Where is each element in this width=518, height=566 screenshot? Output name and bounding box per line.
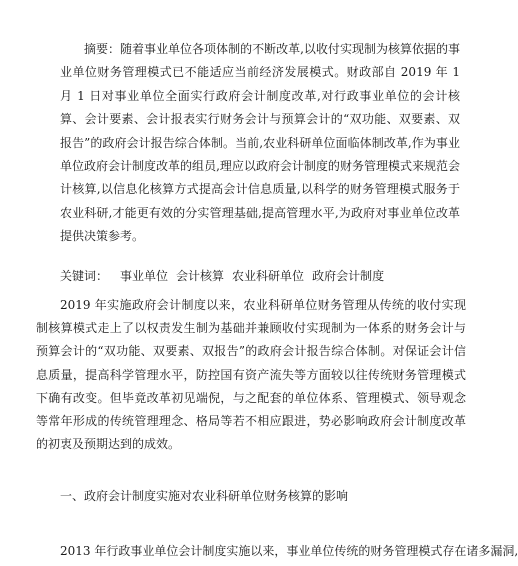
keyword-item: 会计核算 <box>176 269 225 283</box>
section-paragraph: 2013 年行政事业单位会计制度实施以来，事业单位传统的财务管理模式存在诸多漏洞, <box>60 544 518 558</box>
keyword-item: 事业单位 <box>120 269 169 283</box>
keyword-item: 政府会计制度 <box>312 269 385 283</box>
keywords-label: 关键词： <box>60 269 109 283</box>
keyword-item: 农业科研单位 <box>232 269 305 283</box>
keywords-line <box>60 266 460 286</box>
section-heading: 一、政府会计制度实施对农业科研单位财务核算的影响 <box>60 489 349 503</box>
abstract-paragraph: 摘要：随着事业单位各项体制的不断改革,以收付实现制为核算依据的事业单位财务管理模式已不能适应当前经济发展模式。财政部自 2019 年 1 月 1 日对事业单位全面实行政府会计制度改革,对行政事业单位的会计核算、会计要素、会计报表实行财务会计与预算会计的“双功能、双要素、双报告”的政府会计报告综合体制。当前,农业科研单位面临体制改革,作为事业单位政府会计制度改革的组员,理应以政府会计制度的财务管理模式来规范会计核算,以信息化核算方式提高会计信息质量,以科学的财务管理模式服务于农业科研,才能更有效的分实管理基础,提高管理水平,为政府对事业单位改革提供决策参考。 <box>60 42 460 244</box>
intro-paragraph: 2019 年实施政府会计制度以来，农业科研单位财务管理从传统的收付实现制核算模式走上了以权责发生制为基础并兼顾收付实现制为一体系的财务会计与预算会计的“双功能、双要素、双报告”的政府会计报告综合体制。对保证会计信息质量，提高科学管理水平，防控国有资产流失等方面较以往传统财务管理模式下确有改变。但毕竟改革初见端倪，与之配套的单位体系、管理模式、领导观念等常年形成的传统管理理念、格局等若不相应跟进，势必影响政府会计制度改革的初衷及预期达到的成效。 <box>36 298 466 452</box>
